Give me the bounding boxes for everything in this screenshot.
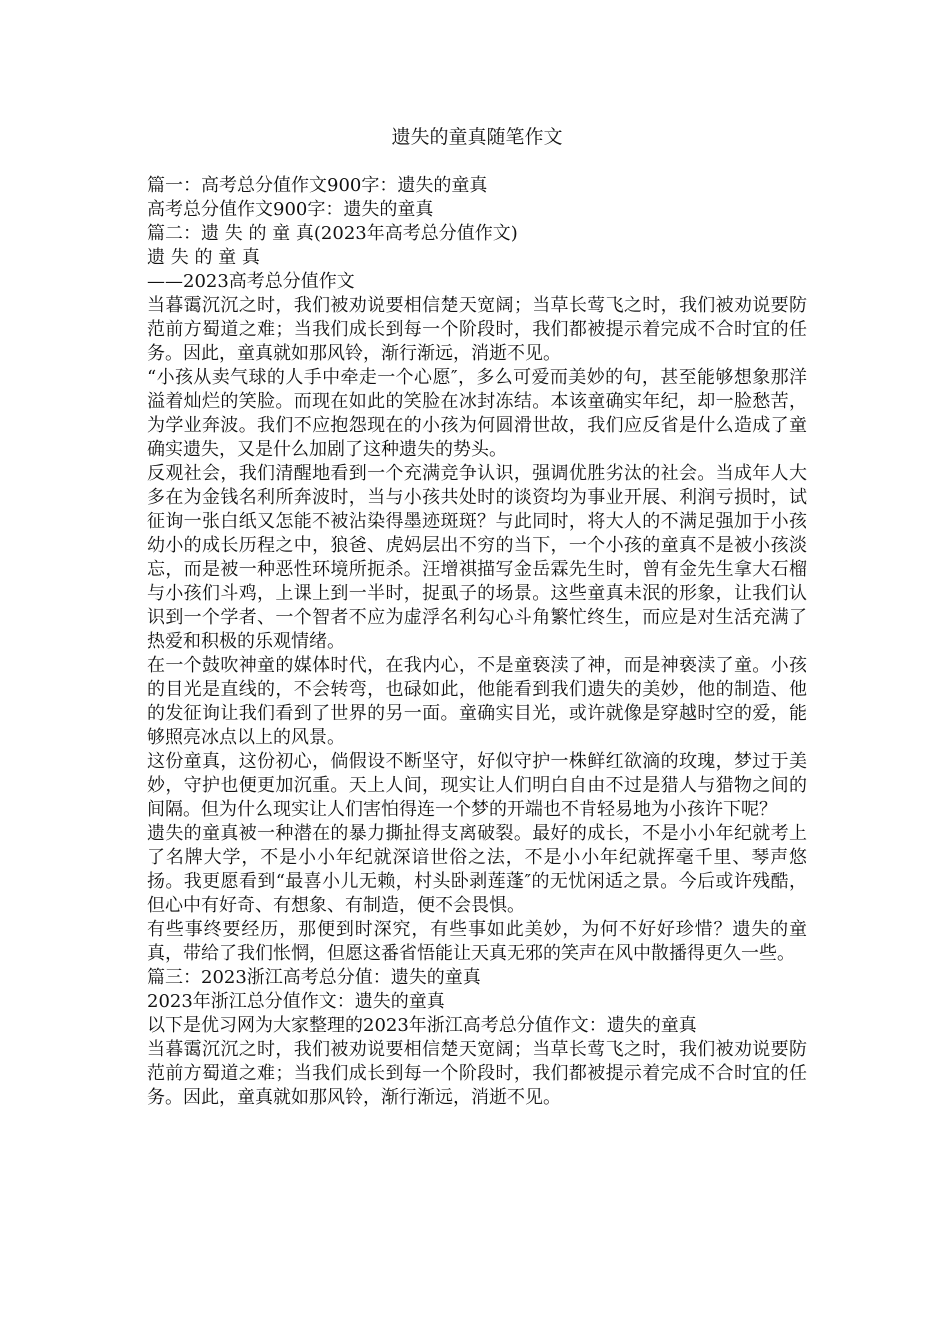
subheading-part-three: 2023年浙江总分值作文：遗失的童真 [147,991,445,1012]
heading-part-three: 篇三：2023浙江高考总分值：遗失的童真 [147,967,481,988]
paragraph: 当暮霭沉沉之时，我们被劝说要相信楚天宽阔；当草长莺飞之时，我们被劝说要防范前方蜀道之难；当我们成长到每一个阶段时，我们都被提示着完成不合时宜的任务。因此，童真就如那风铃，渐行渐远，消逝不见。 [147,1039,807,1108]
document-body [147,174,807,1110]
essay-subtitle: ——2023高考总分值作文 [147,271,355,292]
paragraph: 这份童真，这份初心，倘假设不断坚守，好似守护一株鲜红欲滴的玫瑰，梦过于美妙，守护也便更加沉重。天上人间，现实让人们明白自由不过是猎人与猎物之间的间隔。但为什么现实让人们害怕得连一个梦的开端也不肯轻易地为小孩许下呢？ [147,751,807,820]
heading-part-two: 篇二：遗 失 的 童 真(2023年高考总分值作文) [147,223,518,244]
paragraph: 遗失的童真被一种潜在的暴力撕扯得支离破裂。最好的成长，不是小小年纪就考上了名牌大学，不是小小年纪就深谙世俗之法，不是小小年纪就挥毫千里、琴声悠扬。我更愿看到“最喜小儿无赖，村头卧剥莲蓬″的无忧闲适之景。今后或许残酷，但心中有好奇、有想象、有制造，便不会畏惧。 [147,823,807,916]
paragraph: 反观社会，我们清醒地看到一个充满竞争认识，强调优胜劣汰的社会。当成年人大多在为金钱名利所奔波时，当与小孩共处时的谈资均为事业开展、利润亏损时，试征询一张白纸又怎能不被沾染得墨迹斑斑？与此同时，将大人的不满足强加于小孩幼小的成长历程之中，狼爸、虎妈层出不穷的当下，一个小孩的童真不是被小孩淡忘，而是被一种恶性环境所扼杀。汪增祺描写金岳霖先生时，曾有金先生拿大石榴与小孩们斗鸡，上课上到一半时，捉虱子的场景。这些童真未泯的形象，让我们认识到一个学者、一个智者不应为虚浮名利勾心斗角繁忙终生，而应是对生活充满了热爱和积极的乐观情绪。 [147,463,807,652]
intro-line: 以下是优习网为大家整理的2023年浙江高考总分值作文：遗失的童真 [147,1015,697,1036]
paragraph: 当暮霭沉沉之时，我们被劝说要相信楚天宽阔；当草长莺飞之时，我们被劝说要防范前方蜀道之难；当我们成长到每一个阶段时，我们都被提示着完成不合时宜的任务。因此，童真就如那风铃，渐行渐远，消逝不见。 [147,295,807,364]
paragraph: “小孩从卖气球的人手中牵走一个心愿″，多么可爱而美妙的句，甚至能够想象那洋溢着灿烂的笑脸。而现在如此的笑脸在冰封冻结。本该童确实年纪，却一脸愁苦，为学业奔波。我们不应抱怨现在的小孩为何圆滑世故，我们应反省是什么造成了童确实遗失，又是什么加剧了这种遗失的势头。 [147,367,807,460]
subheading-part-one: 高考总分值作文900字：遗失的童真 [147,199,434,220]
essay-title: 遗 失 的 童 真 [147,247,260,268]
document-title: 遗失的童真随笔作文 [391,126,563,148]
heading-part-one: 篇一：高考总分值作文900字：遗失的童真 [147,175,488,196]
paragraph: 有些事终要经历，那便到时深究，有些事如此美妙，为何不好好珍惜？遗失的童真，带给了我们怅惘，但愿这番省悟能让天真无邪的笑声在风中散播得更久一些。 [147,919,807,964]
paragraph: 在一个鼓吹神童的媒体时代，在我内心，不是童亵渎了神，而是神亵渎了童。小孩的目光是直线的，不会转弯，也碌如此，他能看到我们遗失的美妙，他的制造、他的发征询让我们看到了世界的另一面。童确实目光，或许就像是穿越时空的爱，能够照亮冰点以上的风景。 [147,655,807,748]
